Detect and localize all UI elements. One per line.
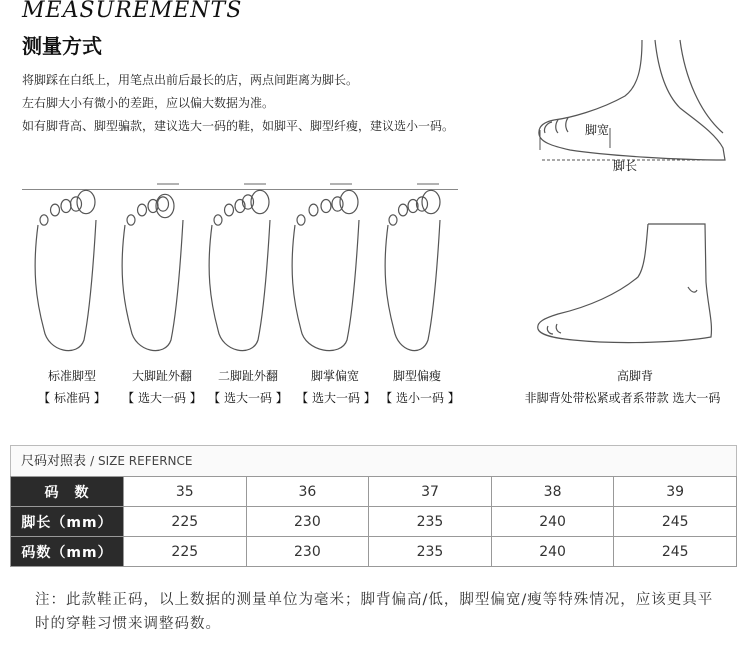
foot-type-name: 标准脚型 (47, 369, 96, 383)
row-label: 码数（mm） (11, 537, 124, 567)
table-row (11, 537, 737, 567)
table-cell: 230 (246, 507, 369, 537)
table-cell: 235 (369, 537, 492, 567)
script-title: MEASUREMENTS (22, 0, 243, 23)
row-label: 脚长（mm） (11, 507, 124, 537)
foot-outline-wide (292, 184, 359, 351)
size-table (10, 445, 737, 567)
foot-length-label: 脚长 (613, 159, 638, 173)
table-cell: 235 (369, 507, 492, 537)
foot-type-advice: 【 选大一码 】 (296, 391, 376, 405)
table-cell: 230 (246, 537, 369, 567)
foot-outline-narrow (385, 184, 440, 351)
foot-type-name: 脚掌偏宽 (310, 369, 359, 383)
instruction-line: 如有脚背高、脚型骗款，建议选大一码的鞋，如脚平、脚型纤瘦，建议选小一码。 (22, 119, 455, 133)
table-row (11, 477, 737, 507)
foot-types-illustration (20, 180, 460, 365)
page-title: 测量方式 (22, 34, 102, 58)
foot-outline-standard (35, 190, 96, 350)
table-cell: 240 (491, 507, 614, 537)
high-instep-advice: 非脚背处带松紧或者系带款 选大一码 (524, 391, 721, 405)
table-cell: 36 (246, 477, 369, 507)
table-cell: 240 (491, 537, 614, 567)
table-cell: 35 (124, 477, 247, 507)
table-cell: 245 (614, 507, 737, 537)
foot-type-name: 脚型偏瘦 (392, 369, 441, 383)
instruction-line: 将脚踩在白纸上，用笔点出前后最长的店，两点间距离为脚长。 (22, 73, 359, 87)
table-cell: 225 (124, 507, 247, 537)
size-table-grid (10, 476, 737, 567)
table-cell: 37 (369, 477, 492, 507)
foot-width-label: 脚宽 (585, 123, 610, 137)
foot-type-advice: 【 选大一码 】 (122, 391, 202, 405)
foot-type-advice: 【 选小一码 】 (380, 391, 460, 405)
foot-outline-second-toe-valgus (209, 184, 270, 351)
table-cell: 38 (491, 477, 614, 507)
foot-type-name: 大脚趾外翻 (131, 369, 192, 383)
table-cell: 39 (614, 477, 737, 507)
table-row (11, 507, 737, 537)
size-table-title-cn: 尺码对照表 (21, 454, 87, 469)
foot-type-advice: 【 标准码 】 (38, 391, 106, 405)
row-label: 码 数 (11, 477, 124, 507)
high-instep-illustration (533, 222, 733, 362)
size-table-title (10, 445, 737, 476)
foot-outline-big-toe-valgus (122, 184, 183, 351)
size-note: 注：此款鞋正码，以上数据的测量单位为毫米；脚背偏高/低，脚型偏宽/瘦等特殊情况，应该更具平时的穿鞋习惯来调整码数。 (35, 592, 714, 632)
size-table-title-en: / SIZE REFERNCE (90, 454, 193, 468)
foot-type-name: 二脚趾外翻 (217, 369, 278, 383)
table-cell: 245 (614, 537, 737, 567)
high-instep-name: 高脚背 (616, 369, 653, 383)
foot-type-advice: 【 选大一码 】 (208, 391, 288, 405)
instruction-line: 左右脚大小有微小的差距，应以偏大数据为准。 (22, 96, 275, 110)
table-cell: 225 (124, 537, 247, 567)
